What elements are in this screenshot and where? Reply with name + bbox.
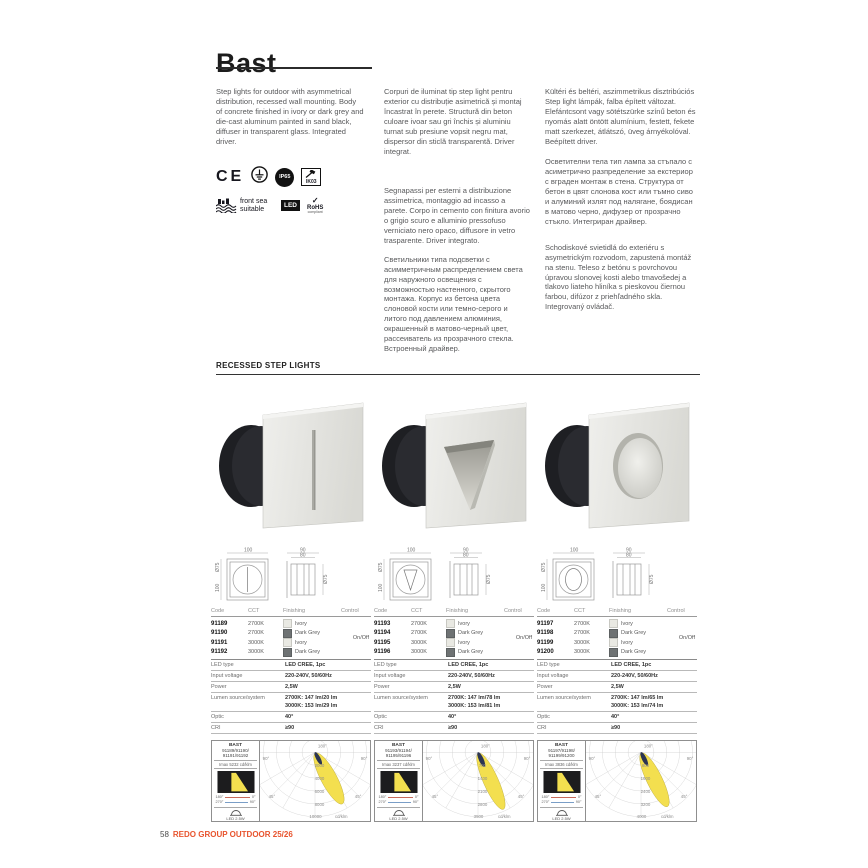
rohs-icon: ✓ RoHS compliant xyxy=(307,196,324,214)
table-row: 91195 3000K Ivory xyxy=(374,639,470,646)
section-divider xyxy=(216,374,700,375)
photometric-info-panel: BAST 91193/91194/ 91195/91196 Imax 3237 cd/klm 180° 0° 270° 90° LED 2.5W xyxy=(375,741,423,821)
svg-text:100: 100 xyxy=(215,583,221,592)
dark-grey-swatch xyxy=(283,629,292,638)
svg-text:8000: 8000 xyxy=(314,801,325,807)
description-bg: Осветителни тела тип лампа за стъпало с асиметрично разпределение за екстериор с вграден монтаж в стена. Структура от бетон в цвят слонова кост или тъмно сиво и алуминий излят под налягане, боядисан в матово черно, дифузер от прозрачно стъкло. Интегриран драйвер. xyxy=(545,156,693,226)
svg-text:45°: 45° xyxy=(354,793,362,799)
svg-text:Ø75: Ø75 xyxy=(215,562,221,572)
ivory-swatch xyxy=(446,638,455,647)
svg-text:90°: 90° xyxy=(588,756,596,762)
svg-text:90°: 90° xyxy=(360,756,368,762)
svg-text:90°: 90° xyxy=(686,756,694,762)
polar-chart xyxy=(586,741,696,821)
spec-input-voltage: Input voltage 220-240V, 50/60Hz xyxy=(537,671,697,682)
ce-mark-icon: CE xyxy=(216,168,245,185)
svg-text:100: 100 xyxy=(378,583,384,592)
led-badge-icon: LED xyxy=(281,200,300,211)
spec-lumen: Lumen source/system 2700K: 147 lm/20 lm 3000K: 153 lm/29 lm xyxy=(211,693,371,712)
svg-text:80: 80 xyxy=(300,552,306,559)
spec-lumen: Lumen source/system 2700K: 147 lm/65 lm 3000K: 153 lm/74 lm xyxy=(537,693,697,712)
lamp-arc-icon xyxy=(393,809,405,816)
spec-led-type: LED type LED CREE, 1pc xyxy=(537,660,697,671)
spec-lumen: Lumen source/system 2700K: 147 lm/78 lm 3000K: 153 lm/81 lm xyxy=(374,693,534,712)
spec-optic: Optic 40° xyxy=(374,712,534,723)
ivory-swatch xyxy=(283,638,292,647)
spec-power: Power 2,5W xyxy=(374,682,534,693)
product-column-bast-oval xyxy=(537,390,700,822)
dark-grey-swatch xyxy=(446,648,455,657)
svg-text:6000: 6000 xyxy=(314,788,325,794)
polar-chart xyxy=(423,741,533,821)
dark-grey-swatch xyxy=(446,629,455,638)
description-hu: Kültéri és beltéri, aszimmetrikus disztribúciós Step light lámpák, falba épített változat. Elefántcsont vagy sötétszürke színű beton és nyomás alatt öntött alumínium, festett, fekete matt szerkezet, átlátszó, üveg árnyékolóval. Beépített driver. xyxy=(545,87,696,146)
table-row: 91199 3000K Ivory xyxy=(537,639,633,646)
svg-text:cd/klm: cd/klm xyxy=(660,814,674,820)
description-ro: Corpuri de iluminat tip step light pentru exterior cu distribuție asimetrică și montaj încastrat în perete. Structură din beton culoare ivoar sau gri închis și aluminiu turnat sub presiune vopsit negru mat, dispersor din sticlă transparentă. Driver integrat. xyxy=(384,87,522,156)
svg-text:Ø75: Ø75 xyxy=(486,574,492,584)
svg-text:Ø75: Ø75 xyxy=(649,574,655,584)
product-photo-oval xyxy=(537,390,700,542)
spec-table-rows xyxy=(211,617,371,660)
svg-text:90: 90 xyxy=(463,547,469,554)
svg-text:cd/klm: cd/klm xyxy=(334,814,348,820)
table-row: 91192 3000K Dark Grey xyxy=(211,649,321,656)
spec-power: Power 2,5W xyxy=(211,682,371,693)
ivory-swatch xyxy=(446,619,455,628)
ivory-swatch xyxy=(609,619,618,628)
dimension-drawing xyxy=(374,546,537,602)
svg-text:90: 90 xyxy=(300,547,306,554)
c-plane-legend: 180° 0° 270° 90° xyxy=(215,795,256,804)
svg-text:10000: 10000 xyxy=(309,814,322,820)
svg-text:4000: 4000 xyxy=(636,814,647,820)
table-row: 91196 3000K Dark Grey xyxy=(374,649,484,656)
earth-ground-icon xyxy=(251,166,268,188)
svg-text:Ø75: Ø75 xyxy=(378,562,384,572)
product-photo-wedge xyxy=(374,390,537,542)
certification-icons xyxy=(216,166,356,224)
spec-optic: Optic 40° xyxy=(537,712,697,723)
spec-led-type: LED type LED CREE, 1pc xyxy=(211,660,371,671)
ik03-hammer-icon: IK03 xyxy=(301,168,321,186)
svg-text:45°: 45° xyxy=(517,793,525,799)
dimension-drawing xyxy=(537,546,700,602)
lamp-wattage: LED 2.5W xyxy=(214,807,257,821)
svg-text:cd/klm: cd/klm xyxy=(497,814,511,820)
product-column-bast-slot xyxy=(211,390,374,822)
lamp-wattage: LED 2.5W xyxy=(540,807,583,821)
svg-text:2800: 2800 xyxy=(477,801,488,807)
table-row: 91198 2700K Dark Grey xyxy=(537,630,647,637)
spec-table xyxy=(211,606,371,734)
spec-cri: CRI ≥90 xyxy=(537,723,697,734)
table-row: 91193 2700K Ivory xyxy=(374,620,470,627)
svg-text:4000: 4000 xyxy=(314,776,325,782)
svg-text:180°: 180° xyxy=(480,743,490,749)
svg-text:100: 100 xyxy=(570,547,579,554)
svg-text:100: 100 xyxy=(244,547,253,554)
c-plane-legend: 180° 0° 270° 90° xyxy=(541,795,582,804)
svg-text:700: 700 xyxy=(478,763,487,769)
dark-grey-swatch xyxy=(283,648,292,657)
description-column-en xyxy=(216,87,364,147)
svg-text:90°: 90° xyxy=(425,756,433,762)
description-column-ro-it-ru xyxy=(384,87,530,354)
table-row: 91189 2700K Ivory xyxy=(211,620,307,627)
control-value: On/Off xyxy=(515,635,532,641)
photometric-diagram xyxy=(374,740,534,822)
spec-led-type: LED type LED CREE, 1pc xyxy=(374,660,534,671)
beam-preview-icon xyxy=(542,771,582,793)
front-sea-suitable-badge: front sea suitable xyxy=(216,198,274,213)
svg-text:Ø75: Ø75 xyxy=(323,574,329,584)
table-row: 91190 2700K Dark Grey xyxy=(211,630,321,637)
page-footer xyxy=(160,830,293,839)
table-row: 91194 2700K Dark Grey xyxy=(374,630,484,637)
spec-table xyxy=(537,606,697,734)
description-ru: Светильники типа подсветки с асимметричным распределением света для наружного освещения с возможностью настенного, скрытого монтажа. Корпус из бетона цвета слоновой кости или темно-серого и литого под давлением алюминия, окрашенный в матово-черный цвет, рассеиватель из прозрачного стекла. Встроенный драйвер. xyxy=(384,254,523,354)
lamp-arc-icon xyxy=(556,809,568,816)
control-value: On/Off xyxy=(352,635,369,641)
svg-text:800: 800 xyxy=(641,763,650,769)
polar-chart xyxy=(260,741,370,821)
c-plane-legend: 180° 0° 270° 90° xyxy=(378,795,419,804)
lamp-wattage: LED 2.5W xyxy=(377,807,420,821)
spec-cri: CRI ≥90 xyxy=(211,723,371,734)
svg-text:2100: 2100 xyxy=(477,788,488,794)
footer-brand: REDO GROUP OUTDOOR 25/26 xyxy=(172,830,293,839)
spec-table-rows xyxy=(537,617,697,660)
svg-text:45°: 45° xyxy=(431,793,439,799)
ivory-swatch xyxy=(283,619,292,628)
svg-text:80: 80 xyxy=(626,552,632,559)
svg-text:80: 80 xyxy=(463,552,469,559)
beam-preview-icon xyxy=(379,771,419,793)
page-title: Bast xyxy=(216,48,277,79)
svg-text:2400: 2400 xyxy=(640,788,651,794)
svg-text:180°: 180° xyxy=(643,743,653,749)
svg-text:3200: 3200 xyxy=(640,801,651,807)
description-sk: Schodiskové svietidlá do exteriéru s asymetrickým rozvodom, zapustená montáž na stenu. Teleso z betónu s povrchovou úpravou slonovej kosti alebo tmavošedej a tlakovo liateho hliníka s pieskovou čiernou farbou, difúzor z priehľadného skla. Integrovaný ovládač. xyxy=(545,242,692,312)
ivory-swatch xyxy=(609,638,618,647)
description-column-hu-bg-sk xyxy=(545,87,696,312)
svg-text:45°: 45° xyxy=(594,793,602,799)
spec-power: Power 2,5W xyxy=(537,682,697,693)
page-number: 58 xyxy=(160,830,169,839)
spec-input-voltage: Input voltage 220-240V, 50/60Hz xyxy=(211,671,371,682)
title-divider xyxy=(216,67,372,69)
spec-table xyxy=(374,606,534,734)
photometric-diagram xyxy=(211,740,371,822)
section-header: RECESSED STEP LIGHTS xyxy=(216,361,321,370)
control-value: On/Off xyxy=(678,635,695,641)
product-photo-slot xyxy=(211,390,374,542)
svg-text:1400: 1400 xyxy=(477,776,488,782)
description-en: Step lights for outdoor with asymmetrical distribution, recessed wall mounting. Body of concrete finished in ivory or dark grey and die-cast aluminum painted in sand black, diffuser in transparent glass. Integrated driver. xyxy=(216,87,364,146)
table-row: 91200 3000K Dark Grey xyxy=(537,649,647,656)
spec-table-header: Code CCT Finishing Control xyxy=(374,606,534,617)
svg-text:180°: 180° xyxy=(317,743,327,749)
svg-text:100: 100 xyxy=(541,583,547,592)
photometric-info-panel: BAST 91189/91190/ 91191/91192 Imax 5232 cd/klm 180° 0° 270° 90° LED 2.5W xyxy=(212,741,260,821)
ip65-icon: IP65 xyxy=(275,168,294,187)
svg-text:3500: 3500 xyxy=(473,814,484,820)
svg-text:90°: 90° xyxy=(523,756,531,762)
spec-table-header: Code CCT Finishing Control xyxy=(211,606,371,617)
photometric-info-panel: BAST 91197/91198/ 91199/91200 Imax 3836 cd/klm 180° 0° 270° 90° LED 2.5W xyxy=(538,741,586,821)
spec-input-voltage: Input voltage 220-240V, 50/60Hz xyxy=(374,671,534,682)
svg-text:Ø75: Ø75 xyxy=(541,562,547,572)
lamp-arc-icon xyxy=(230,809,242,816)
svg-text:90°: 90° xyxy=(262,756,270,762)
photometric-diagram xyxy=(537,740,697,822)
description-it: Segnapassi per esterni a distribuzione assimetrica, montaggio ad incasso a parete. Corpo in cemento con finitura avorio o grigio scuro e alluminio pressofuso verniciato nero opaco, diffusore in vetro trasparente. Driver integrato. xyxy=(384,185,530,245)
dimension-drawing xyxy=(211,546,374,602)
product-column-bast-wedge xyxy=(374,390,537,822)
table-row: 91191 3000K Ivory xyxy=(211,639,307,646)
svg-text:2000: 2000 xyxy=(314,763,325,769)
svg-text:45°: 45° xyxy=(680,793,688,799)
svg-text:90: 90 xyxy=(626,547,632,554)
spec-cri: CRI ≥90 xyxy=(374,723,534,734)
spec-table-rows xyxy=(374,617,534,660)
table-row: 91197 2700K Ivory xyxy=(537,620,633,627)
svg-text:45°: 45° xyxy=(268,793,276,799)
dark-grey-swatch xyxy=(609,629,618,638)
sea-waves-icon xyxy=(216,198,237,213)
svg-text:1600: 1600 xyxy=(640,776,651,782)
dark-grey-swatch xyxy=(609,648,618,657)
spec-table-header: Code CCT Finishing Control xyxy=(537,606,697,617)
beam-preview-icon xyxy=(216,771,256,793)
svg-text:100: 100 xyxy=(407,547,416,554)
spec-optic: Optic 40° xyxy=(211,712,371,723)
